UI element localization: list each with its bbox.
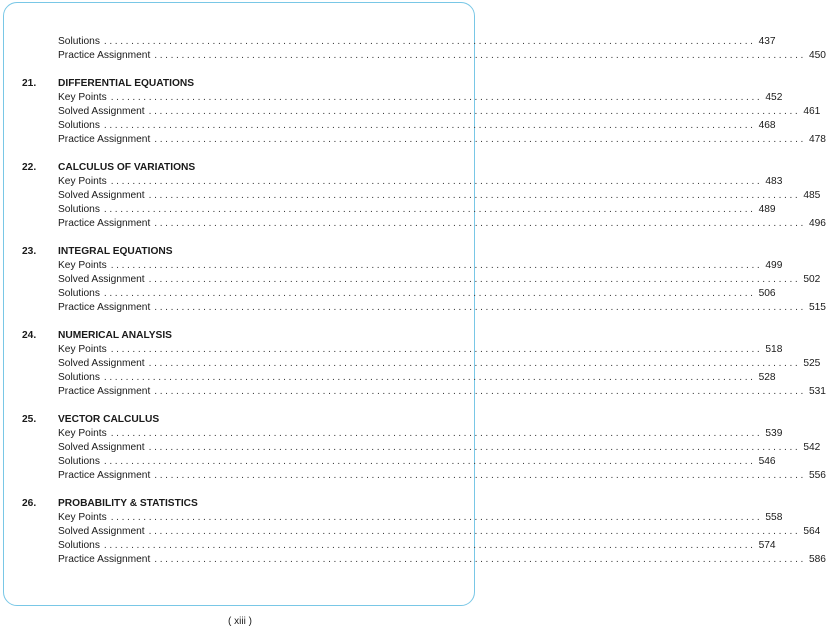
dot-leader: ........................................................................................................................ [154,302,806,313]
dot-leader: ........................................................................................................................ [154,470,806,481]
chapter-block [22,246,826,316]
toc-entry-label: Practice Assignment [58,386,151,397]
toc-entry [22,288,776,302]
toc-entry [22,386,826,400]
dot-leader: ........................................................................................................................ [103,456,756,467]
toc-entry-page: 525 [803,358,821,369]
toc-entry [22,176,783,190]
chapter-heading [22,162,454,176]
toc-entry-label: Solutions [58,540,100,551]
chapter-heading [22,498,454,512]
chapter-number: 22. [22,162,37,173]
dot-leader: ........................................................................................................................ [154,386,806,397]
toc-entry-label: Key Points [58,344,107,355]
toc-entry [22,302,826,316]
toc-entry-label: Solutions [58,36,100,47]
dot-leader: ........................................................................................................................ [154,50,806,61]
dot-leader: ........................................................................................................................ [148,274,801,285]
toc-entry-label: Solutions [58,288,100,299]
toc-entry-label: Practice Assignment [58,134,151,145]
toc-entry-label: Key Points [58,92,107,103]
toc-entry-page: 586 [808,554,826,565]
chapter-title: PROBABILITY & STATISTICS [58,498,198,509]
toc-entry [22,540,776,554]
toc-entry-page: 556 [808,470,826,481]
dot-leader: ........................................................................................................................ [148,190,801,201]
toc-entry [22,344,783,358]
dot-leader: ........................................................................................................................ [148,526,801,537]
toc-entry-label: Key Points [58,428,107,439]
toc-entry-page: 437 [758,36,776,47]
dot-leader: ........................................................................................................................ [110,92,763,103]
toc-entry-label: Practice Assignment [58,554,151,565]
dot-leader: ........................................................................................................................ [103,120,756,131]
dot-leader: ........................................................................................................................ [148,358,801,369]
chapter-title: NUMERICAL ANALYSIS [58,330,172,341]
toc-entry-label: Practice Assignment [58,470,151,481]
toc-entry [22,218,826,232]
toc-entry [22,428,783,442]
toc-entry-label: Solved Assignment [58,190,145,201]
chapter-title: DIFFERENTIAL EQUATIONS [58,78,195,89]
toc-entry-label: Solutions [58,372,100,383]
toc-entry [22,456,776,470]
toc-entry [22,526,821,540]
toc-entry-page: 461 [803,106,821,117]
toc-entry [22,274,821,288]
toc-entry [22,442,821,456]
toc-entry-page: 546 [758,456,776,467]
dot-leader: ........................................................................................................................ [103,204,756,215]
dot-leader: ........................................................................................................................ [103,36,756,47]
toc-entry-label: Solutions [58,204,100,215]
chapter-block [22,414,826,484]
toc-entry-page: 515 [808,302,826,313]
toc-entry [22,372,776,386]
toc-entry-label: Solved Assignment [58,106,145,117]
toc-entry-page: 502 [803,274,821,285]
toc-entry-page: 518 [765,344,783,355]
toc-entry [22,106,821,120]
chapter-number: 26. [22,498,37,509]
dot-leader: ........................................................................................................................ [110,512,763,523]
chapter-block [22,498,826,568]
dot-leader: ........................................................................................................................ [103,540,756,551]
toc-entry-page: 506 [758,288,776,299]
intro-entries [22,36,826,64]
chapter-heading [22,246,454,260]
toc-entry-page: 485 [803,190,821,201]
toc-entry [22,470,826,484]
dot-leader: ........................................................................................................................ [110,176,763,187]
dot-leader: ........................................................................................................................ [154,134,806,145]
page-number: ( xiii ) [228,616,252,627]
chapter-title: CALCULUS OF VARIATIONS [58,162,196,173]
dot-leader: ........................................................................................................................ [103,288,756,299]
chapter-heading [22,78,454,92]
toc-entry [22,512,783,526]
toc-entry-page: 542 [803,442,821,453]
toc-entry-page: 499 [765,260,783,271]
toc-entry-label: Solved Assignment [58,442,145,453]
chapter-heading [22,414,454,428]
toc-entry-label: Practice Assignment [58,50,151,61]
dot-leader: ........................................................................................................................ [148,442,801,453]
toc-entry-label: Solved Assignment [58,358,145,369]
toc-entry [22,120,776,134]
chapter-number: 21. [22,78,37,89]
toc-entry-page: 478 [808,134,826,145]
chapter-number: 25. [22,414,37,425]
toc-entry-page: 468 [758,120,776,131]
chapter-heading [22,330,454,344]
chapter-title: INTEGRAL EQUATIONS [58,246,173,257]
chapter-title: VECTOR CALCULUS [58,414,160,425]
toc-entry [22,36,776,50]
chapter-list [22,78,826,568]
toc-entry [22,134,826,148]
dot-leader: ........................................................................................................................ [110,428,763,439]
toc-entry-label: Solved Assignment [58,526,145,537]
dot-leader: ........................................................................................................................ [148,106,801,117]
toc-entry-label: Practice Assignment [58,302,151,313]
toc-entry-label: Key Points [58,260,107,271]
toc-entry-page: 528 [758,372,776,383]
dot-leader: ........................................................................................................................ [154,554,806,565]
toc-entry-page: 496 [808,218,826,229]
toc-entry [22,204,776,218]
dot-leader: ........................................................................................................................ [103,372,756,383]
toc-entry [22,554,826,568]
toc-entry-page: 483 [765,176,783,187]
toc-entry-page: 564 [803,526,821,537]
chapter-block [22,78,826,148]
chapter-block [22,330,826,400]
toc-entry-label: Solutions [58,120,100,131]
toc-entry-label: Practice Assignment [58,218,151,229]
chapter-number: 24. [22,330,37,341]
toc-entry-label: Key Points [58,176,107,187]
chapter-number: 23. [22,246,37,257]
toc-entry [22,190,821,204]
toc-entry-page: 489 [758,204,776,215]
table-of-contents [22,36,826,568]
toc-entry-label: Solved Assignment [58,274,145,285]
toc-entry [22,50,826,64]
toc-entry-page: 450 [808,50,826,61]
toc-entry [22,92,783,106]
toc-entry-label: Key Points [58,512,107,523]
toc-entry-page: 531 [808,386,826,397]
toc-entry-page: 539 [765,428,783,439]
dot-leader: ........................................................................................................................ [154,218,806,229]
dot-leader: ........................................................................................................................ [110,344,763,355]
dot-leader: ........................................................................................................................ [110,260,763,271]
toc-entry-page: 558 [765,512,783,523]
toc-entry [22,358,821,372]
chapter-block [22,162,826,232]
toc-entry-page: 452 [765,92,783,103]
toc-entry [22,260,783,274]
toc-entry-page: 574 [758,540,776,551]
toc-entry-label: Solutions [58,456,100,467]
